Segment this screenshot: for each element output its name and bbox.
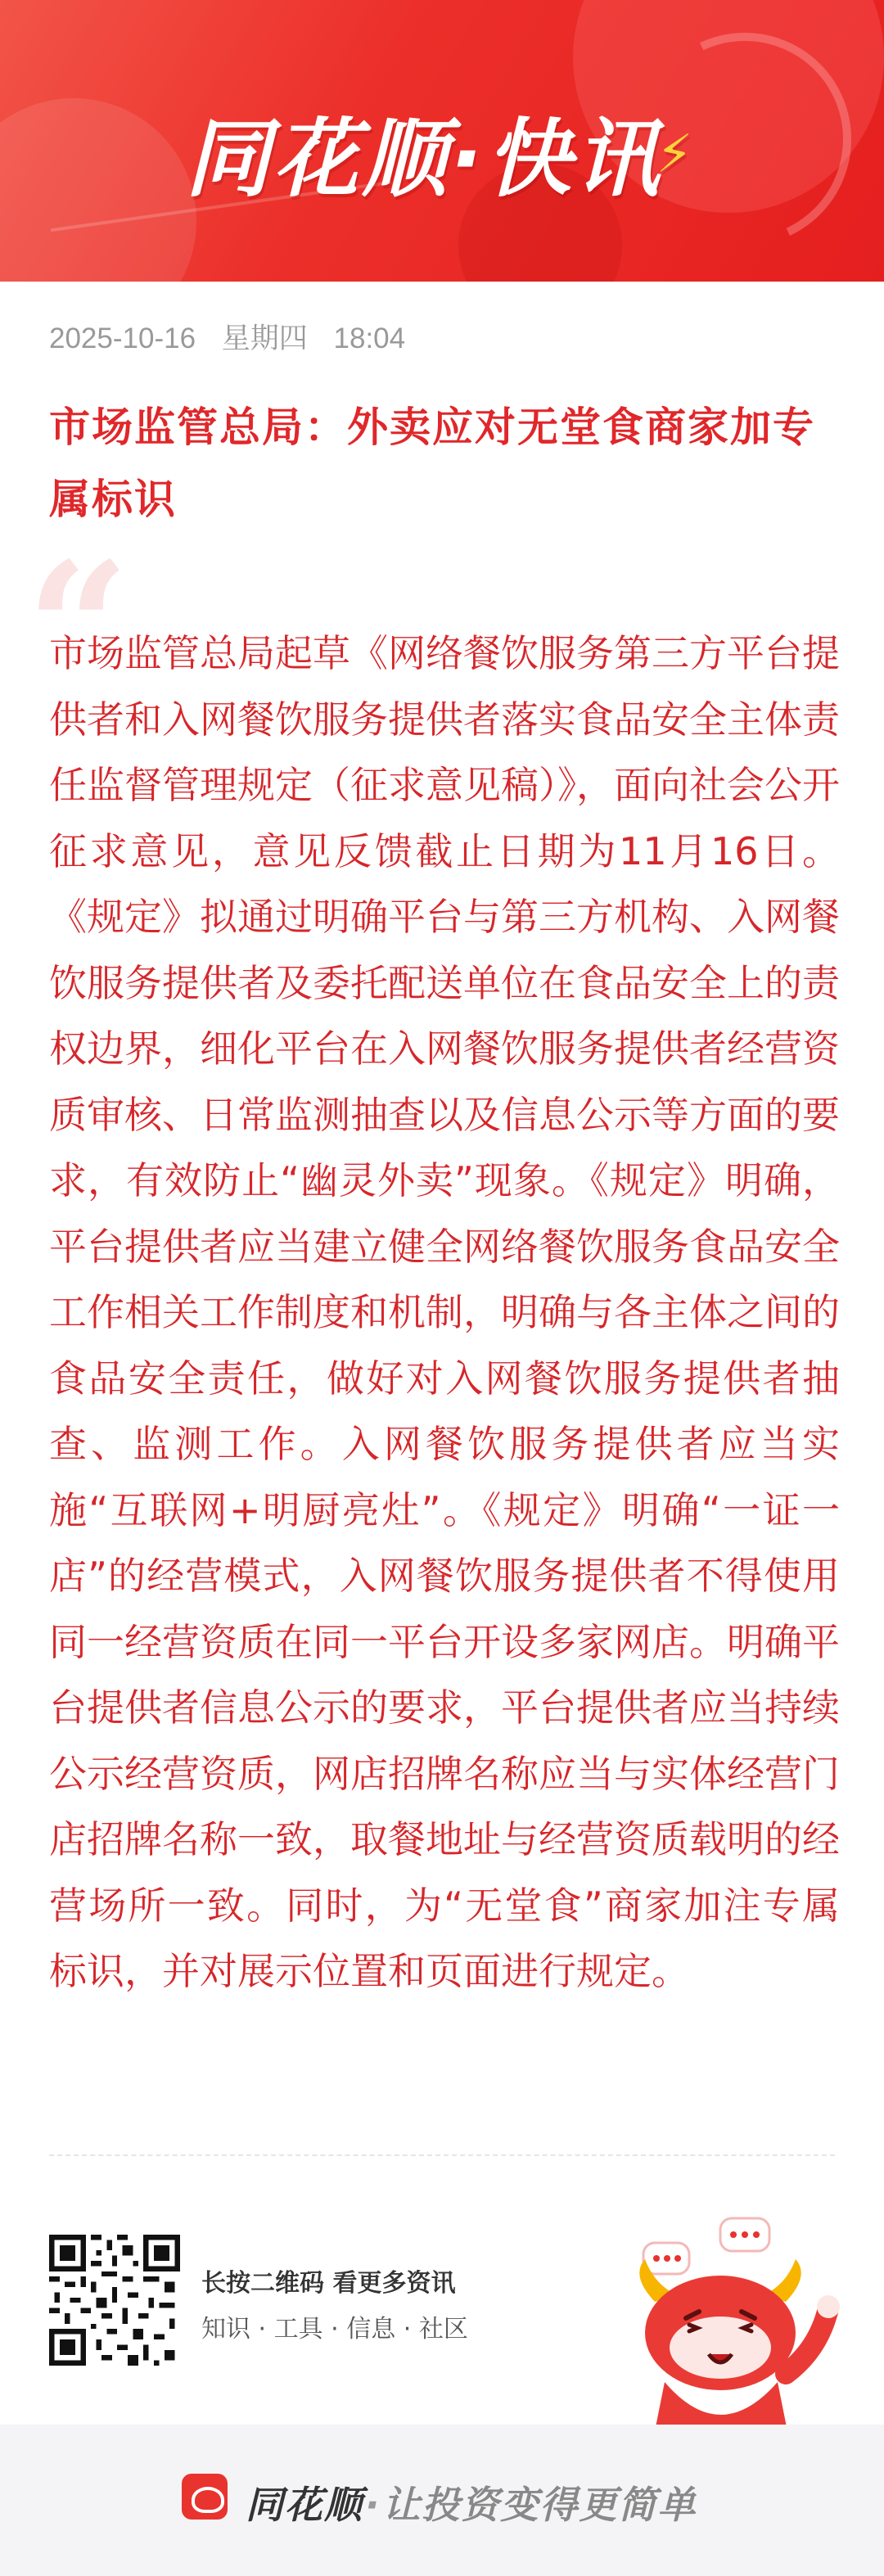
brand-separator: · — [450, 109, 486, 209]
section-name: 快讯 — [485, 109, 663, 209]
publish-weekday: 星期四 — [221, 323, 308, 354]
footer-separator: · — [365, 2483, 381, 2527]
footer-tagline: 让投资变得更简单 — [382, 2483, 697, 2527]
footer-slogan — [246, 2475, 697, 2529]
app-logo-icon — [182, 2474, 228, 2520]
divider — [49, 2154, 835, 2156]
lightning-icon: ⚡ — [656, 124, 697, 185]
publish-date: 2025-10-16 — [49, 323, 196, 354]
qr-title: 长按二维码 看更多资讯 — [201, 2269, 456, 2298]
publish-time: 18:04 — [333, 323, 406, 354]
brand-name: 同花顺 — [185, 109, 451, 209]
footer-brand: 同花顺 — [246, 2483, 363, 2527]
quote-mark-icon: “ — [26, 522, 130, 734]
header-banner — [0, 0, 884, 282]
mascot-bull-icon — [598, 2210, 843, 2431]
brand-title — [185, 90, 697, 209]
publish-meta — [49, 316, 423, 357]
qr-code-icon[interactable] — [49, 2235, 180, 2366]
qr-subtitle: 知识 · 工具 · 信息 · 社区 — [201, 2315, 468, 2344]
article-headline: 市场监管总局：外卖应对无堂食商家加专属标识 — [49, 404, 815, 523]
banner-decoration — [0, 98, 196, 282]
article-body: 市场监管总局起草《网络餐饮服务第三方平台提供者和入网餐饮服务提供者落实食品安全主体责任监督管理规定（征求意见稿）》，面向社会公开征求意见，意见反馈截止日期为11月16日。《规定》拟通过明确平台与第三方机构、入网餐饮服务提供者及委托配送单位在食品安全上的责权边界，细化平台在入网餐饮服务提供者经营资质审核、日常监测抽查以及信息公示等方面的要求，有效防止“幽灵外卖”现象。《规定》明确，平台提供者应当建立健全网络餐饮服务食品安全工作相关工作制度和机制，明确与各主体之间的食品安全责任，做好对入网餐饮服务提供者抽查、监测工作。入网餐饮服务提供者应当实施“互联网+明厨亮灶”。《规定》明确“一证一店”的经营模式，入网餐饮服务提供者不得使用同一经营资质在同一平台开设多家网店。明确平台提供者信息公示的要求，平台提供者应当持续公示经营资质，网店招牌名称应当与实体经营门店招牌名称一致，取餐地址与经营资质载明的经营场所一致。同时，为“无堂食”商家加注专属标识，并对展示位置和页面进行规定。 — [49, 631, 840, 1993]
footer-bar — [0, 2425, 884, 2576]
